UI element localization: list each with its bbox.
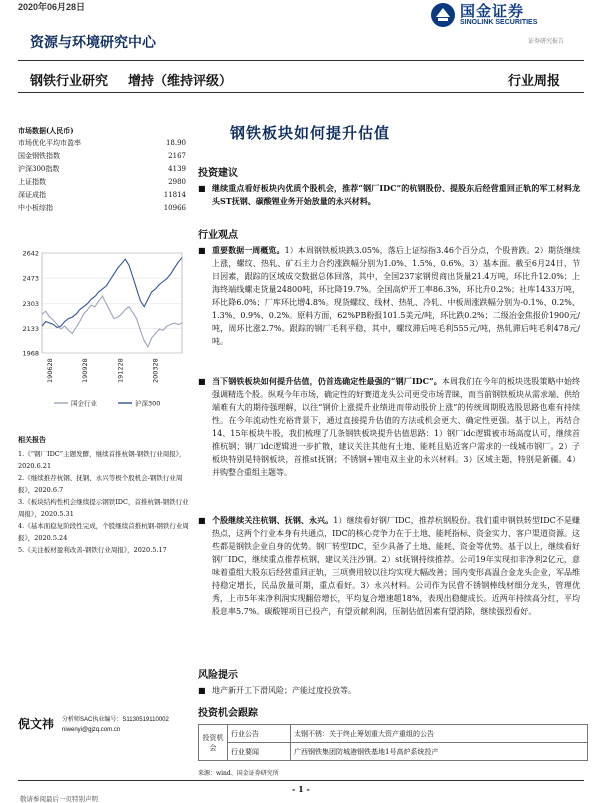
y-tick-label: 2642	[22, 249, 39, 258]
logo-english: SINOLINK SECURITIES	[460, 19, 538, 26]
research-department: 资源与环境研究中心	[30, 35, 156, 51]
y-tick-label: 2133	[22, 325, 39, 334]
footer-divider	[18, 780, 584, 781]
event-content: 太钢不锈：关于终止筹划重大资产重组的公告	[291, 725, 588, 743]
sinolink-logo-icon	[430, 2, 456, 28]
section-investment-advice: 投资建议	[198, 168, 238, 179]
y-tick-label: 2303	[22, 299, 39, 308]
related-reports-list	[18, 448, 190, 556]
bullet-icon: ■	[198, 377, 206, 386]
series-line-1	[42, 258, 182, 328]
event-content: 广西钢铁集团防城港钢铁基地1号高炉系统投产	[291, 743, 588, 761]
bullet-icon: ■	[198, 183, 206, 193]
report-title: 钢铁板块如何提升估值	[230, 124, 391, 142]
y-tick-label: 1968	[22, 349, 39, 358]
event-type: 行业公告	[228, 725, 291, 743]
event-type: 行业要闻	[228, 743, 291, 761]
bullet-icon: ■	[198, 516, 206, 525]
section-industry-view: 行业观点	[198, 230, 238, 241]
x-tick-label: 190928	[81, 358, 90, 383]
section-investment-events: 投资机会跟踪	[198, 708, 258, 719]
chart-plot-area	[42, 253, 182, 353]
bullet-icon: ■	[198, 686, 206, 695]
review-bullet: ■ 重要数据一周概览。1）本周钢铁板块跌3.05%，落后上证综指3.46个百分点，个股普跌。2）期货继续上涨，螺纹、热轧、矿石主力合约涨跌幅分别为1.0%、1.5%、0.6%。3）基本面。截至6月24日，节日因素，跟踪的区域成交数据总体回落，其中，全国237家钢贸商出货量21.4万吨，环比升12.0%；上海终端线螺走货量24800吨，环比降19.7%。全国高炉开工率86.3%，环比升0.2%；社库1433万吨，环比降6.0%；厂库环比增4.8%。现货螺纹、线材、热轧、冷轧、中板周涨跌幅分别为-0.1%、0.2%、1.3%、0.9%、0.2%。原料方面，62%PB粉报101.5美元/吨，环比跌0.2%；二级冶金焦报价1900元/吨，周环比涨2.7%。跟踪的钢厂毛利平稳，其中，螺纹滞后吨毛利555元/吨，热轧滞后吨毛利478元/吨。	[198, 245, 581, 346]
report-date: 2020年06月28日	[18, 2, 86, 12]
advice-bullet: ■ 继续重点看好板块内优质个股机会，推荐“钢厂IDC”的杭钢股份、提股东后经营重回正轨的军工材料龙头ST抚钢、碳酸锂业务开始放量的永兴材料。	[198, 183, 580, 206]
x-tick-label: 191228	[116, 358, 125, 383]
related-report-item[interactable]: 3.《板块结构性机会继续提示钢铁IDC，首推杭钢-钢铁行业周报》，2020.5.31	[18, 498, 189, 518]
page-number: - 1 -	[292, 784, 310, 794]
events-row-header: 投资机会	[199, 725, 228, 761]
footer-disclaimer: 敬请参阅最后一页特别声明	[20, 795, 98, 803]
market-data-table	[18, 136, 186, 214]
data-source: 来源：wind、国金证券研究所	[198, 770, 279, 777]
header-divider	[18, 60, 584, 61]
market-row: 深证成指 11814	[18, 190, 186, 199]
logo-subtitle: 证券研究报告	[528, 38, 565, 45]
x-tick-label: 200328	[151, 358, 160, 383]
industry-name: 钢铁行业研究	[30, 73, 109, 88]
related-report-item[interactable]: 1.《“钢厂IDC”主题发酵，继续首推杭钢-钢铁行业周报》，2020.6.21	[18, 450, 186, 470]
logo-name: 国金证券	[460, 3, 525, 20]
bullet-icon: ■	[198, 246, 206, 255]
table-row	[199, 743, 588, 761]
analyst-name: 倪文祎	[18, 717, 55, 731]
market-row: 国金钢铁指数 2167	[18, 151, 186, 160]
rating: 增持（维持评级）	[128, 73, 233, 88]
risk-bullet: ■ 地产新开工下滑风险；产能过度投放等。	[198, 686, 356, 695]
index-trend-chart	[14, 245, 188, 417]
analyst-email[interactable]: niwenyi@gjzq.com.cn	[62, 727, 121, 733]
review-bullet: ■ 当下钢铁板块如何提升估值，仍首选确定性最强的“钢厂IDC”。本周我们在今年的板块选股策略中始终强调精选个股。纵观今年市场，确定性的好赛道龙头公司更受市场青睐，而当前钢铁板块从需求端、供给端难有大的期待强理解，以往“钢价上涨提升业绩进而带动股价上涨”的传统周期股选股思路也难有持续性。在今年流动性充裕背景下，通过直接提升估值的方法或机会更大、确定性更强。基于以上，再结合14、15年板块牛股，我们梳理了几条钢铁板块提升估值思路：1）钢厂idc逻辑被市场高度认可，继续首推杭钢；钢厂idc逻辑进一步扩散，建议关注其他有土地、能耗且贴近客户需求的一线城市钢厂。2）子板块特别是特钢板块，首推st抚钢；不锈钢+锂电双主业的永兴材料。3）区域主题，特别是新疆。4）并购整合重组主题等。	[198, 376, 580, 477]
related-reports-heading: 相关报告	[18, 435, 46, 444]
related-report-item[interactable]: 2.《继续推荐杭钢、抚钢、永兴等极个股机会-钢铁行业周报》，2020.6.7	[18, 474, 183, 494]
legend-label: 国金行业	[71, 399, 97, 408]
market-row: 中小板综指 10966	[18, 203, 186, 212]
related-report-item[interactable]: 5.《关注板材盈利改善-钢铁行业周报》，2020.5.17	[18, 546, 167, 554]
market-row: 上证指数 2980	[18, 177, 186, 186]
section-risk: 风险提示	[198, 670, 238, 681]
investment-events-table	[198, 724, 588, 761]
related-report-item[interactable]: 4.《基本面稳复阶段性完成，个股继续首推杭钢-钢铁行业周报》，2020.5.24	[18, 522, 189, 542]
x-tick-label: 190628	[46, 358, 54, 383]
legend-label: 沪深300	[135, 399, 161, 408]
series-line-0	[42, 296, 182, 347]
market-data-heading: 市场数据(人民币)	[18, 126, 74, 135]
header-divider-lower	[18, 92, 584, 93]
market-row: 沪深300指数 4139	[18, 164, 186, 173]
report-type: 行业周报	[508, 73, 561, 88]
review-bullet: ■ 个股继续关注杭钢、抚钢、永兴。1）继续看好钢厂IDC，推荐杭钢股份。我们重申钢铁转型IDC不是赚热点，这两个行业本身有共通点，IDC的核心竞争力在于土地、能耗指标、资金实力、客户渠道资源。这些都是钢铁企业自身的优势。钢厂转型IDC，至少具备了土地、能耗、资金等优势。基于以上，继续看好钢厂IDC，继续重点推荐杭钢，建议关注沙钢。2）st抚钢持续推荐。公司19年实现扣非净利2亿元，意味着重组大股东后经营重回正轨，三项费用较以往均实现大幅改善；国内变形高温合金龙头企业，军品维持稳定增长，民品放量可期，重点看好。3）永兴材料。公司作为民营不锈钢棒线材细分龙头，管理优秀，上市5年来净利润实现翻倍增长，平均复合增速超18%，表现出稳健成长。近两年持续高分红，平均股息率5.7%。碳酸锂项目已投产，有望贡献利润，压制估值因素有望消除，继续强烈看好。	[198, 515, 581, 616]
table-row	[199, 725, 588, 743]
analyst-info	[62, 715, 169, 735]
market-row: 市场优化平均市盈率 18.90	[18, 138, 186, 147]
analyst-role: 分析师SAC执业编号：S1130519110002	[62, 717, 169, 723]
y-tick-label: 2473	[22, 274, 39, 283]
